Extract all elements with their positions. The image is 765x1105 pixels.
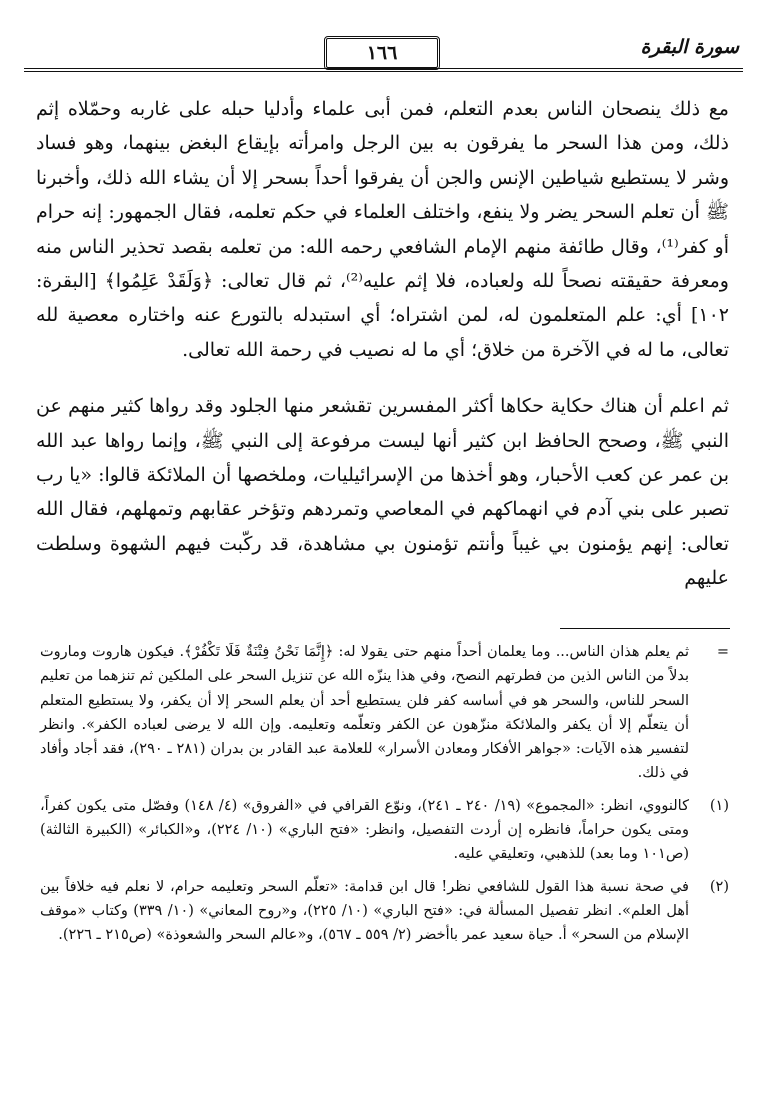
footnote-separator (560, 628, 730, 629)
footnote-marker: = (716, 644, 729, 660)
surah-title: سورة البقرة (640, 36, 739, 58)
footnote-2 (40, 875, 729, 948)
header-rule (24, 68, 743, 72)
footnote-marker: (١) (709, 797, 729, 814)
main-text (36, 92, 729, 596)
footnote-marker: (٢) (709, 878, 729, 895)
footnote-text: ثم يعلم هذان الناس... وما يعلمان أحداً منهم حتى يقولا له: ﴿إِنَّمَا نَحْنُ فِتْنَةٌ فَلَا تَكْفُرْ﴾. فيكون هاروت وماروت بدلاً من الناس الذين من فطرتهم النصح، وفي هذا ينزّه الله عن تنزيل السحر على الملكين ثم تنزهما من تعليم السحر للناس، والسحر هو في أساسه كفر فلن يستطيع أحد أن يعلم السحر إلا أن يكفر، ولا يستطيع المتعلم أن يتعلّم إلا أن يكفر والملائكة منزّهون عن الكفر وتعلّمه وتعليمه. وإن الله لا يرضى لعباده الكفر». وانظر لتفسير هذه الآيات: «جواهر الأفكار ومعادن الأسرار» للعلامة عبد القادر بن بدران (٢٨١ ـ ٢٩٠)، فقد أجاد وأفاد في ذلك. (40, 644, 690, 782)
page-header (24, 28, 743, 72)
paragraph: مع ذلك ينصحان الناس بعدم التعلم، فمن أبى علماء وأدليا حبله على غاربه وحمّلاه إثم ذلك، ومن هذا السحر ما يفرقون به بين الرجل وامرأته بإيقاع البغض بينهما، وهو فساد وشر لا يستطيع شياطين الإنس والجن أن يفرقوا أحداً بسحر إلا أن يشاء الله ذلك، وأخبرنا ﷺ أن تعلم السحر يضر ولا ينفع، واختلف العلماء في حكم تعلمه، فقال الجمهور: إنه حرام أو كفر⁽¹⁾، وقال طائفة منهم الإمام الشافعي رحمه الله: من تعلمه بقصد تحذير الناس منه ومعرفة حقيقته نصحاً لله ولعباده، فلا إثم عليه⁽²⁾، ثم قال تعالى: ﴿وَلَقَدْ عَلِمُوا﴾ [البقرة: ١٠٢] أي: علم المتعلمون له، لمن اشتراه؛ أي استبدله بالتورع عنه واختاره معصية لله تعالى، ما له في الآخرة من خلاق؛ أي ما له نصيب في رحمة الله تعالى. (36, 98, 729, 361)
paragraph: ثم اعلم أن هناك حكاية حكاها أكثر المفسرين تقشعر منها الجلود وقد رواها كثير منهم عن النبي ﷺ، وصحح الحافظ ابن كثير أنها ليست مرفوعة إلى النبي ﷺ، وإنما رواها عبد الله بن عمر عن كعب الأحبار، وهو أخذها من الإسرائيليات، وملخصها أن الملائكة قالوا: «يا رب تصبر على بني آدم في انهماكهم في المعاصي وتمردهم وتؤخر عقابهم وتمهلهم، فقال الله تعالى: إنهم يؤمنون بي غيباً وأنتم تؤمنون بي مشاهدة، قد ركّبت فيهم الشهوة وسلطت عليهم (36, 395, 729, 590)
footnote-text: في صحة نسبة هذا القول للشافعي نظر! قال ابن قدامة: «تعلّم السحر وتعليمه حرام، لا نعلم فيه خلافاً بين أهل العلم». انظر تفصيل المسألة في: «فتح الباري» (١٠/ ٢٢٥)، و«روح المعاني» (١٠/ ٣٣٩) وكتاب «موقف الإسلام من السحر» أ. حياة سعيد عمر باأخضر (٢/ ٥٥٩ ـ ٥٦٧)، و«عالم السحر والشعوذة» (ص٢١٥ ـ ٢٢٦). (40, 878, 690, 944)
footnote-text: كالنووي، انظر: «المجموع» (١٩/ ٢٤٠ ـ ٢٤١)، ونوّع القرافي في «الفروق» (٤/ ١٤٨) وفصّل متى يكون كفراً، ومتى يكون حراماً، فانظره إن أردت التفصيل، وانظر: «فتح الباري» (١٠/ ٢٢٤)، و«الكبائر» (الكبيرة الثالثة) (ص١٠١ وما بعد) للذهبي، وتعليقي عليه. (40, 797, 689, 863)
page-number: ١٦٦ (324, 36, 440, 70)
footnote-continuation (40, 640, 729, 786)
footnotes (40, 640, 729, 948)
footnote-1 (40, 794, 729, 867)
